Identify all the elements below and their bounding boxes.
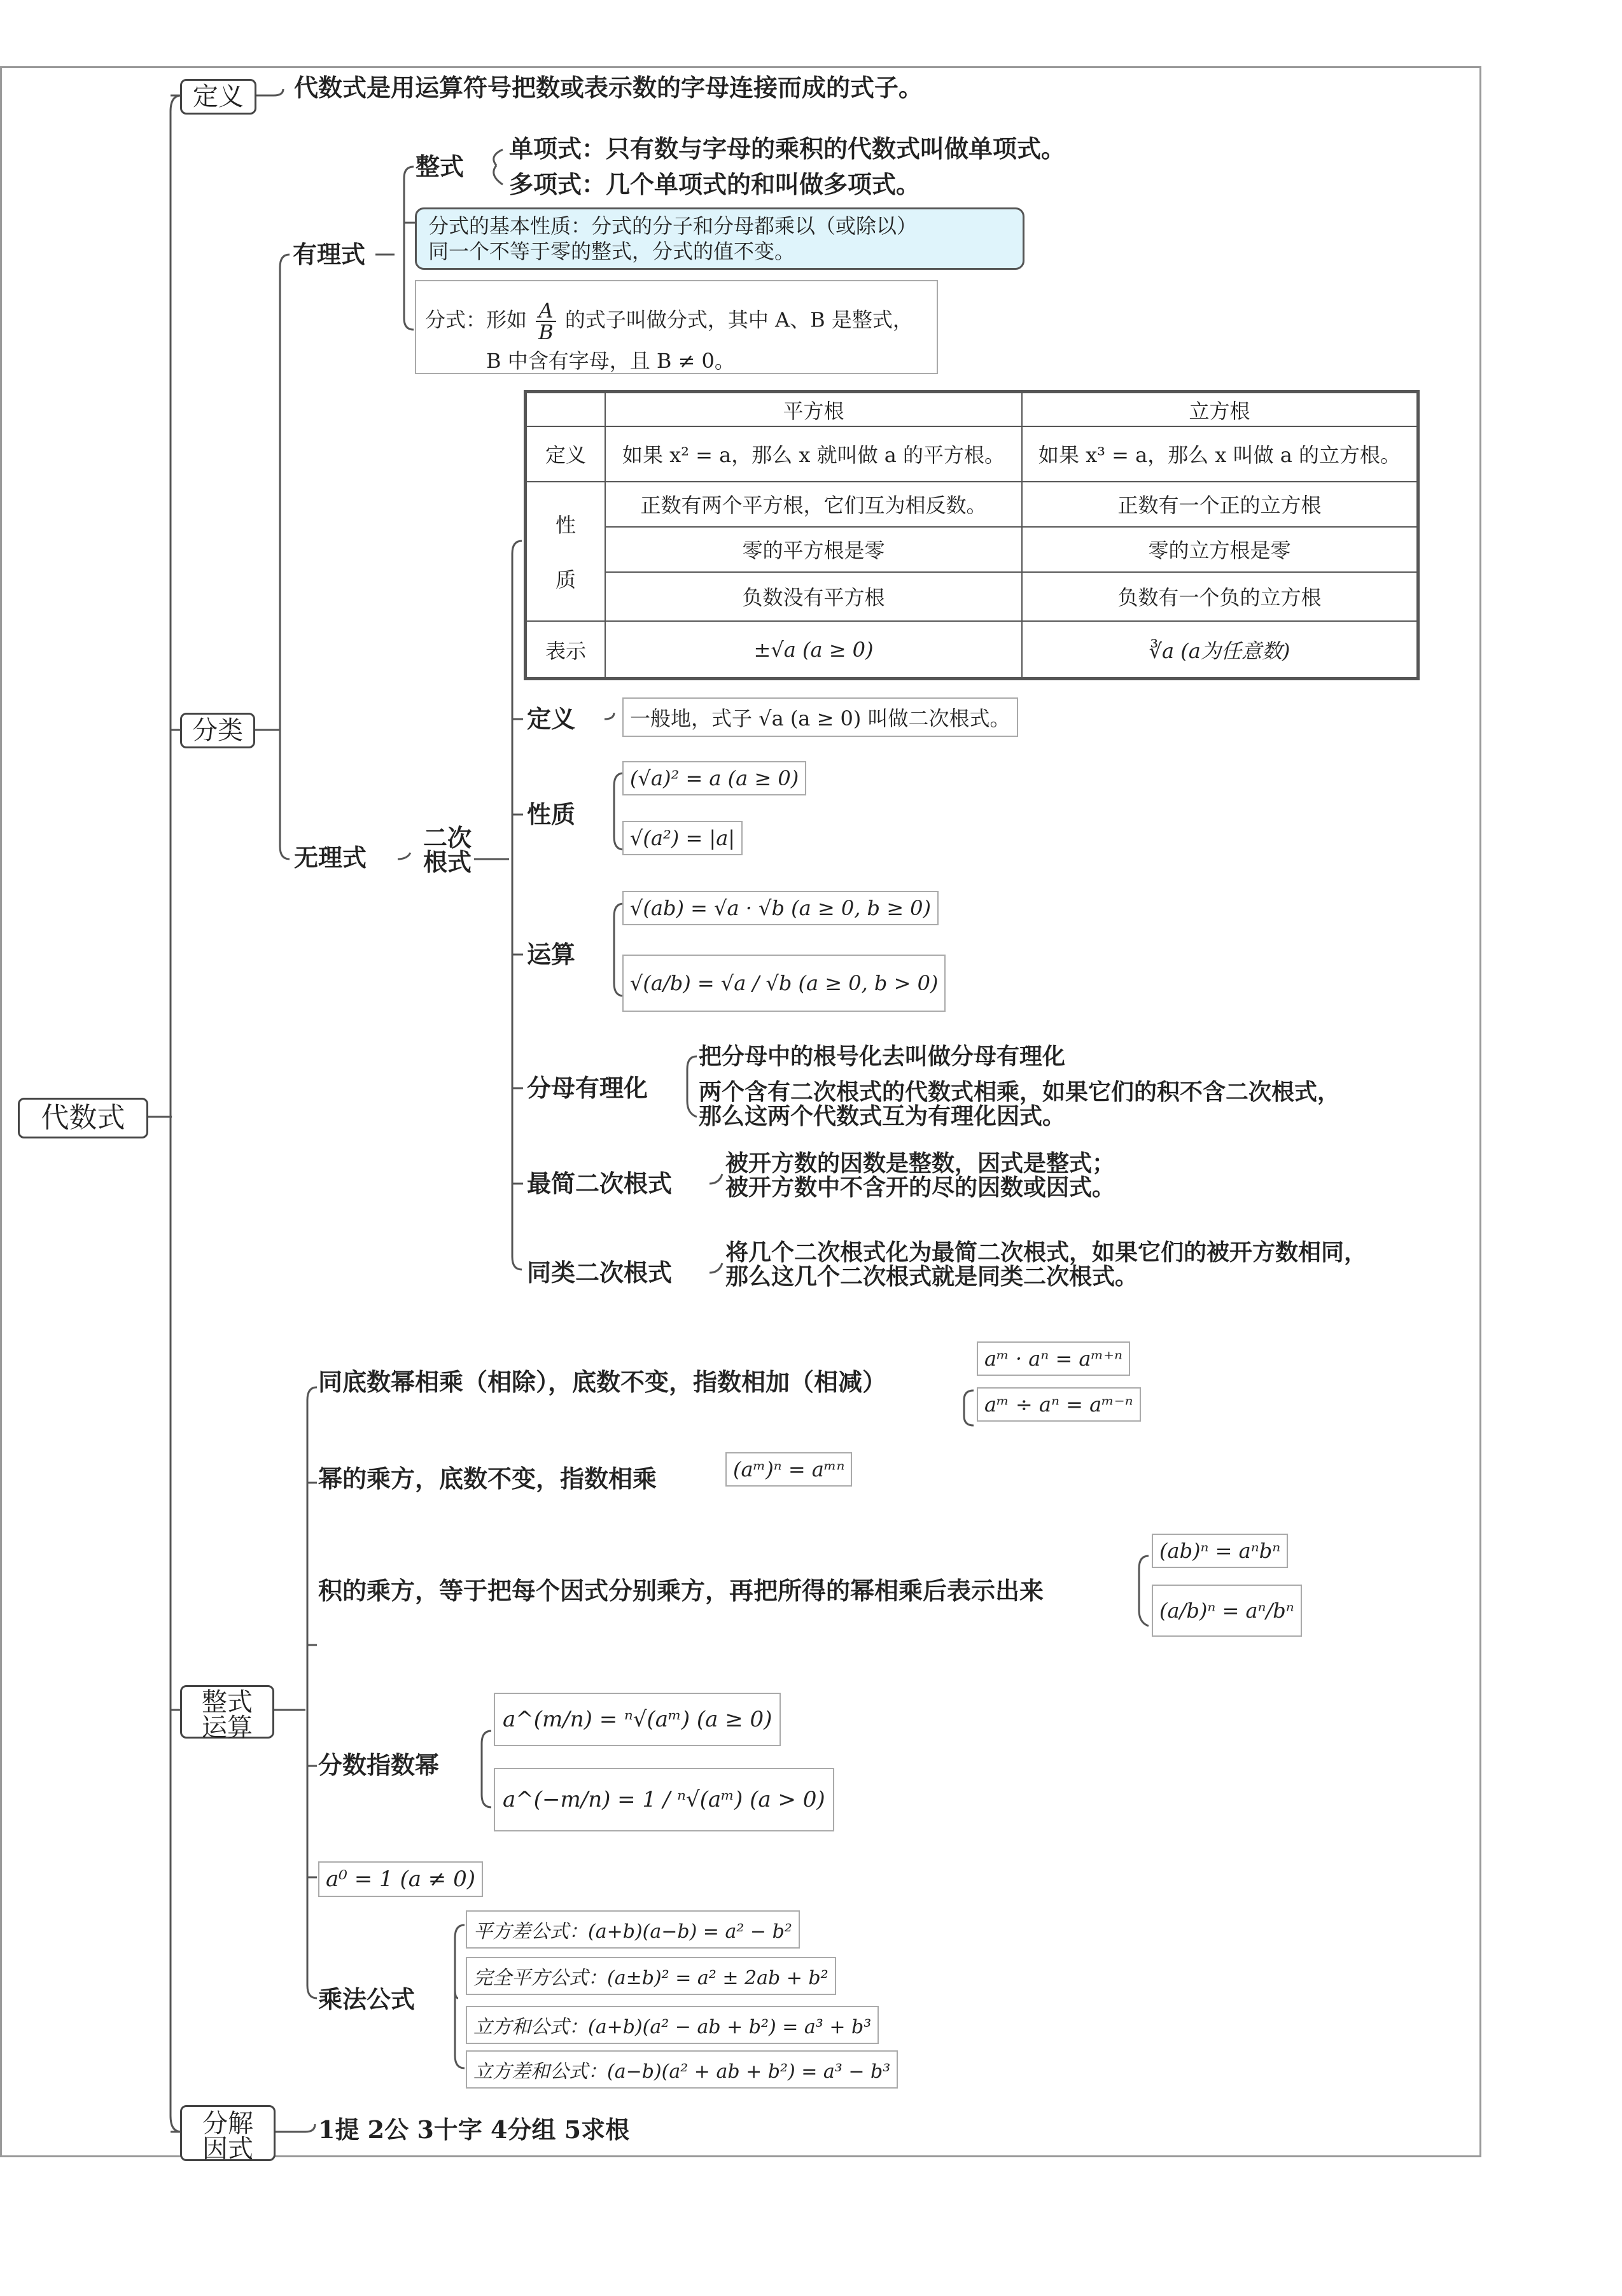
radical-op-2: √(a/b) = √a / √b (a ≥ 0, b > 0) xyxy=(622,955,946,1012)
table-rep-cube: ∛a (a为任意数) xyxy=(1022,621,1417,678)
fractional-exp-formula-1: a^(m/n) = ⁿ√(aᵐ) (a ≥ 0) xyxy=(494,1693,781,1746)
fraction-definition-box xyxy=(415,280,938,374)
definition-node: 定义 xyxy=(180,79,256,115)
factorization-label-1: 分解 xyxy=(202,2109,253,2138)
simplest-2: 被开方数中不含开的尽的因数或因式。 xyxy=(725,1174,1115,1201)
table-corner xyxy=(526,393,605,426)
root-comparison-table xyxy=(526,392,1418,678)
power-of-power-formula: (aᵐ)ⁿ = aᵐⁿ xyxy=(725,1452,852,1487)
similar-1: 将几个二次根式化为最简二次根式，如果它们的被开方数相同， xyxy=(725,1239,1367,1266)
fraction-numerator: A xyxy=(536,300,556,322)
table-prop3-cube: 负数有一个负的立方根 xyxy=(1022,572,1417,622)
radical-label-line1: 二次 xyxy=(423,823,472,852)
mult-formula-2: 完全平方公式：(a±b)² = a² ± 2ab + b² xyxy=(466,1957,836,1995)
table-prop2-square: 零的平方根是零 xyxy=(605,527,1022,572)
table-rep-square: ±√a (a ≥ 0) xyxy=(605,621,1022,678)
simplest-1: 被开方数的因数是整数，因式是整式； xyxy=(725,1150,1115,1177)
fraction-property-line1: 分式的基本性质：分式的分子和分母都乘以（或除以） xyxy=(428,214,918,238)
table-header-square-root: 平方根 xyxy=(605,393,1022,426)
rationalize-label: 分母有理化 xyxy=(527,1074,648,1102)
operations-label-1: 整式 xyxy=(202,1688,253,1717)
rationalize-3: 那么这两个代数式互为有理化因式。 xyxy=(699,1103,1066,1130)
radical-op-label: 运算 xyxy=(527,940,576,969)
root-node: 代数式 xyxy=(18,1098,148,1138)
table-def-cube: 如果 x³ = a，那么 x 叫做 a 的立方根。 xyxy=(1022,426,1417,481)
fraction-denominator: B xyxy=(538,320,554,344)
rational-label: 有理式 xyxy=(293,240,366,269)
monomial-text: 单项式：只有数与字母的乘积的代数式叫做单项式。 xyxy=(509,134,1066,163)
factorization-label-2: 因式 xyxy=(202,2134,253,2164)
similar-label: 同类二次根式 xyxy=(527,1258,673,1287)
mult-label: 乘法公式 xyxy=(318,1985,416,2013)
table-prop1-square: 正数有两个平方根，它们互为相反数。 xyxy=(605,482,1022,527)
fractional-exp-formula-2: a^(−m/n) = 1 / ⁿ√(aᵐ) (a > 0) xyxy=(494,1768,834,1831)
operations-label-2: 运算 xyxy=(202,1713,253,1742)
fraction-def-line2: B 中含有字母，且 B ≠ 0。 xyxy=(486,349,735,373)
rationalize-2: 两个含有二次根式的代数式相乘，如果它们的积不含二次根式， xyxy=(699,1079,1341,1105)
table-row-property-2: 质 xyxy=(555,568,576,592)
same-base-formula-2: aᵐ ÷ aⁿ = aᵐ⁻ⁿ xyxy=(977,1387,1141,1422)
classification-node: 分类 xyxy=(180,713,255,748)
same-base-formula-1: aᵐ · aⁿ = aᵐ⁺ⁿ xyxy=(977,1341,1130,1376)
radical-def-text: 一般地，式子 √a (a ≥ 0) 叫做二次根式。 xyxy=(622,697,1018,737)
fraction-property-note xyxy=(415,207,1024,270)
radical-prop-label: 性质 xyxy=(527,800,576,829)
mult-formula-1: 平方差公式：(a+b)(a−b) = a² − b² xyxy=(466,1910,800,1949)
table-prop3-square: 负数没有平方根 xyxy=(605,572,1022,622)
factorization-text: 1提 2公 3十字 4分组 5求根 xyxy=(318,2115,630,2144)
radical-prop-2: √(a²) = |a| xyxy=(622,821,743,855)
same-base-text: 同底数幂相乘（相除），底数不变，指数相加（相减） xyxy=(318,1368,887,1396)
radical-op-1: √(ab) = √a · √b (a ≥ 0, b ≥ 0) xyxy=(622,891,939,925)
radical-label xyxy=(423,823,472,876)
fraction-property-line2: 同一个不等于零的整式，分式的值不变。 xyxy=(428,239,795,263)
definition-text: 代数式是用运算符号把数或表示数的字母连接而成的式子。 xyxy=(294,73,923,102)
factorization-node xyxy=(180,2105,276,2164)
mult-formula-3: 立方和公式：(a+b)(a² − ab + b²) = a³ + b³ xyxy=(466,2006,879,2044)
table-row-definition: 定义 xyxy=(526,426,605,481)
irrational-label: 无理式 xyxy=(294,843,367,872)
table-row-representation: 表示 xyxy=(526,621,605,678)
table-def-square: 如果 x² = a，那么 x 就叫做 a 的平方根。 xyxy=(605,426,1022,481)
radical-label-line2: 根式 xyxy=(423,848,472,876)
mult-formula-4: 立方差和公式：(a−b)(a² + ab + b²) = a³ − b³ xyxy=(466,2050,898,2089)
fraction-def-suffix: 的式子叫做分式，其中 A、B 是整式， xyxy=(564,307,913,332)
power-of-product-formula-2: (a/b)ⁿ = aⁿ/bⁿ xyxy=(1152,1585,1302,1637)
table-row-property-1: 性 xyxy=(555,513,576,538)
table-row-property xyxy=(526,482,605,622)
table-prop2-cube: 零的立方根是零 xyxy=(1022,527,1417,572)
fractional-exp-text: 分数指数幂 xyxy=(318,1751,440,1779)
power-of-product-text: 积的乘方，等于把每个因式分别乘方，再把所得的幂相乘后表示出来 xyxy=(318,1576,1044,1605)
simplest-label: 最简二次根式 xyxy=(527,1169,673,1198)
table-prop1-cube: 正数有一个正的立方根 xyxy=(1022,482,1417,527)
radical-def-label: 定义 xyxy=(527,704,576,733)
rationalize-1: 把分母中的根号化去叫做分母有理化 xyxy=(699,1043,1066,1070)
polynomial-text: 多项式：几个单项式的和叫做多项式。 xyxy=(509,170,921,199)
radical-prop-1: (√a)² = a (a ≥ 0) xyxy=(622,761,806,795)
similar-2: 那么这几个二次根式就是同类二次根式。 xyxy=(725,1263,1138,1290)
operations-node xyxy=(180,1685,274,1742)
zero-exp-formula: a⁰ = 1 (a ≠ 0) xyxy=(318,1861,483,1897)
integral-label: 整式 xyxy=(416,152,465,181)
table-header-cube-root: 立方根 xyxy=(1022,393,1417,426)
power-of-product-formula-1: (ab)ⁿ = aⁿbⁿ xyxy=(1152,1534,1288,1568)
power-of-power-text: 幂的乘方，底数不变，指数相乘 xyxy=(318,1464,657,1493)
fraction-def-prefix: 分式：形如 xyxy=(425,307,528,332)
